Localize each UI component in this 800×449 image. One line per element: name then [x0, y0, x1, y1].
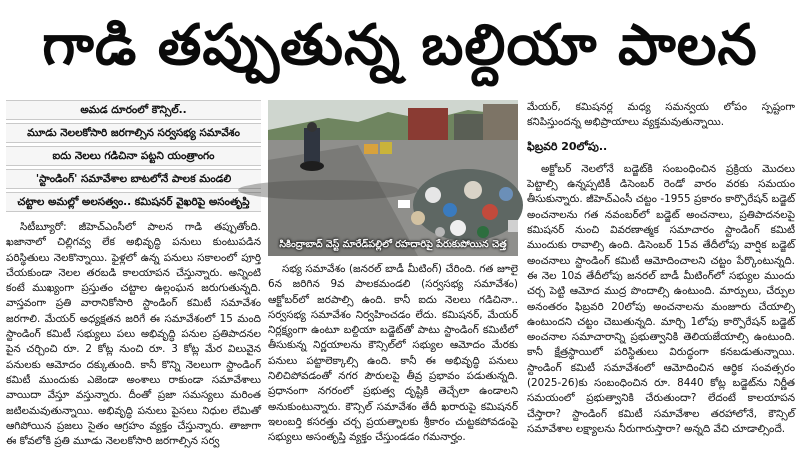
subhead-4: 'స్టాండింగ్‌' సమావేశాల బాటలోనే పాలక మండలి: [6, 169, 261, 189]
article-column-middle: [268, 262, 518, 444]
subhead-1: అమడ దూరంలో కౌన్సిల్‌..: [6, 100, 261, 120]
photo-caption: సికింద్రాబాద్‌ వెస్ట్‌ మారేడ్‌పల్లిలో రహదారిపై పేరుకుపోయిన చెత్త: [279, 239, 507, 250]
subhead-3: ఐదు నెలలు గడిచినా పట్టని యంత్రాంగం: [6, 146, 261, 166]
headline: గాడి తప్పుతున్న బల్దియా పాలన: [42, 13, 758, 78]
subheads: [6, 100, 261, 212]
section-subheading: ఫిబ్రవరి 20లోపు..: [527, 139, 608, 153]
article-column-left: [6, 220, 261, 448]
body-paragraph: సభ్య సమావేశం (జనరల్‌ బాడీ మీటింగ్‌) చేరింది. గత జూలై 6న జరిగిన 9వ పాలకమండలి (సర్వసభ్య సమావేశం) ఆక్టోబర్‌లో జరపాల్సి ఉంది. కానీ ఐదు నెలలు గడిచినా.. సర్వసభ్య సమావేశం నిర్వహించడం లేదు. కమిషనర్‌, మేయర్‌ నిర్లక్ష్యంగా ఉంటూ బల్దియా బడ్జెట్‌తో పాటు స్టాండింగ్‌ కమిటీలో తీసుకున్న నిర్ణయాలను కౌన్సిల్‌లో సభ్యుల ఆమోదం మేరకు పనులు పట్టాలెక్కాల్సి ఉంది. కానీ ఈ అభివృద్ధి పనులు నిలిచిపోవడంతో నగర పౌరులపై తీవ్ర ప్రభావం పడుతున్నది. ప్రధానంగా నగరంలో ప్రభుత్వ దృష్టికి తెచ్చేలా ఉండాలని అనుకుంటున్నారు. కౌన్సిల్‌ సమావేశం తేదీ ఖరారుపై కమిషనర్‌ ఇలంబర్తి కసరత్తు చర్చ ప్రయత్నాలకు శ్రీకారం చుట్టకపోవడంపై సభ్యులు అసంతృప్తి వ్యక్తం చేస్తుండడం గమనార్హం.: [268, 263, 518, 444]
article-column-right: [527, 100, 795, 435]
garbage-road-illustration: [268, 100, 518, 256]
body-paragraph: అక్టోబర్‌ నెలలోనే బడ్జెట్‌కి సంబంధించిన ప్రక్రియ మొదలు పెట్టాల్సి ఉన్నప్పటికీ డిసెంబర్‌ రెండో వారం వరకు సమయం తీసుకున్నారు. జీహెచ్‌ఎంసీ చట్టం -1955 ప్రకారం కార్పొరేషన్‌ బడ్జెట్‌ అంచనాలను గత నవంబర్‌లో బడ్జెట్‌ అంచనాలు, ప్రతిపాదనలపై కమిషనర్‌ నుంచి వివరణాత్మక సమాచారం స్టాండింగ్‌ కమిటీ ముందుకు రావాల్సి ఉంది. డిసెంబర్‌ 15వ తేదీలోపు వార్షిక బడ్జెట్‌ అంచనాలు స్టాండింగ్‌ కమిటీ ఆమోదించాలని చట్టం పేర్కొంటున్నది. ఈ నెల 10వ తేదీలోపు జనరల్‌ బాడీ మీటింగ్‌లో సభ్యుల ముందు చర్చ పెట్టి ఆమోద ముద్ర పొందాల్సి ఉంటుంది. మార్పులు, చేర్పుల అనంతరం ఫిబ్రవరి 20లోపు అంచనాలను మంజూరు చేయాల్సి ఉంటుందని చట్టం చెబుతున్నది. మార్చి 1లోపు కార్పొరేషన్‌ బడ్జెట్‌ అంచనాల సమాచారాన్ని ప్రభుత్వానికి తెలియజేయాల్సి ఉంటుంది. కానీ క్షేత్రస్థాయిలో పరిస్థితులు విరుద్ధంగా కనబడుతున్నాయి. స్టాండింగ్‌ కమిటీ సమావేశంలో ఆమోదించిన ఆర్థిక సంవత్సరం (2025-26)కు సంబంధించిన రూ. 8440 కోట్ల బడ్జెట్‌ను నిర్ణీత సమయంలో ప్రభుత్వానికి చేరుతుందా? లేదంటే కాలయాపన చేస్తారా? స్టాండింగ్‌ కమిటీ సమావేశాల తరహాలోనే, కౌన్సిల్‌ సమావేశాల లక్ష్యాలను నీరుగారుస్తారా? అన్నది వేచి చూడాల్సిందే.: [527, 162, 795, 435]
body-paragraph: సిటీబ్యూరో: జీహెచ్‌ఎంసీలో పాలన గాడి తప్పుతోంది. ఖజానాలో చిల్లిగవ్వ లేక అభివృద్ధి పనులు కుంటుపడిన పరిస్థితులు నెలకొన్నాయి. ఫైళ్లలో ఉన్న పనులు సకాలంలో పూర్తి చేయకుండా నెలల తరబడి కాలయాపన చేస్తున్నారు. అన్నింటి కంటే ముఖ్యంగా ప్రస్తుతం చట్టాల ఉల్లంఘన జరుగుతున్నది. వాస్తవంగా ప్రతి వారానికోసారి స్టాండింగ్‌ కమిటీ సమావేశం జరగాలి. మేయర్‌ అధ్యక్షతన జరిగే ఈ సమావేశంలో 15 మంది స్టాండింగ్‌ కమిటీ సభ్యులు పలు అభివృద్ధి పనుల ప్రతిపాదనల పైన చర్చించి రూ. 2 కోట్ల నుంచి రూ. 3 కోట్ల మేర విలువైన పనులకు ఆమోదం దక్కుతుంది. కానీ కొన్ని నెలలుగా స్టాండింగ్‌ కమిటీ ముందుకు ఎజెండా అంశాలు రాకుండా సమావేశాలు వాయిదా వేస్తూ వస్తున్నారు. దీంతో ప్రజా సమస్యలు మరింత జటిలమవుతున్నాయి. అభివృద్ధి పనులు పైసలు నిధుల లేమితో ఆగిపోయిన ప్రజలు సైతం ఆగ్రహం వ్యక్తం చేస్తున్నారు. తాజాగా ఈ కోవలోకి ప్రతి మూడు నెలలకోసారి జరగాల్సిన సర్వ: [6, 221, 261, 448]
body-paragraph-lead: మేయర్‌, కమిషనర్ల మధ్య సమన్వయ లోపం స్పష్టంగా కనిపిస్తుందన్న అభిప్రాయాలు వ్యక్తమవుతున్నాయి.: [527, 101, 795, 129]
news-photo: [268, 100, 518, 256]
subhead-2: మూడు నెలలకోసారి జరగాల్సిన సర్వసభ్య సమావేశం: [6, 123, 261, 143]
subhead-5: చట్టాల అమల్లో అలసత్వం.. కమిషనర్‌ వైఖరిపై అసంతృప్తి: [6, 192, 261, 212]
